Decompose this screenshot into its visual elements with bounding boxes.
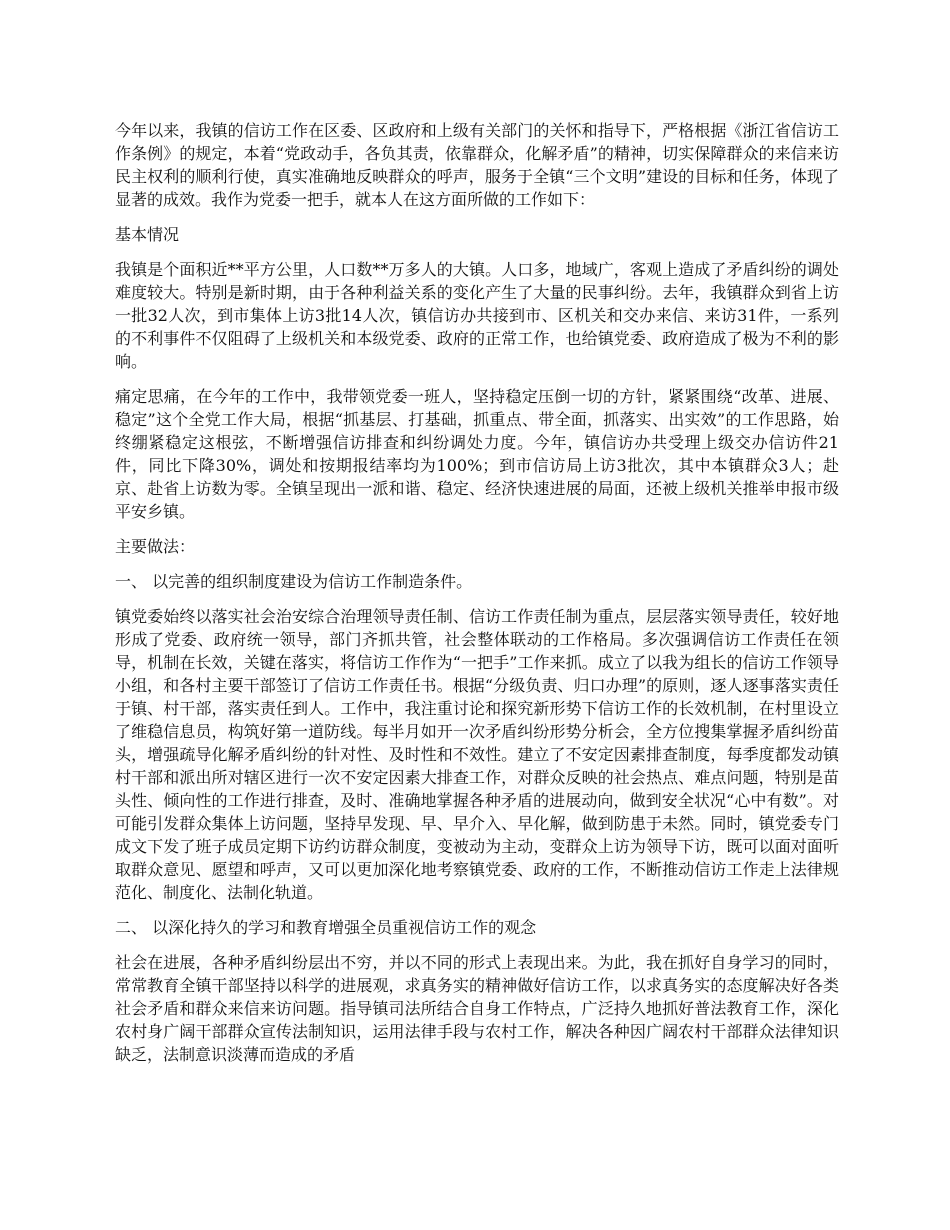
results-paragraph: 痛定思痛，在今年的工作中，我带领党委一班人，坚持稳定压倒一切的方针，紧紧围绕“改革、进展、稳定”这个全党工作大局，根据“抓基层、打基础，抓重点、带全面，抓落实、出实效”的工作思路，始终绷紧稳定这根弦，不断增强信访排查和纠纷调处力度。今年，镇信访办共受理上级交办信访件21件，同比下降30%，调处和按期报结率均为100%；到市信访局上访3批次，其中本镇群众3人；赴京、赴省上访数为零。全镇呈现出一派和谐、稳定、经济快速进展的局面，还被上级机关推举申报市级平安乡镇。 bbox=[115, 387, 839, 521]
document-page bbox=[115, 119, 839, 1078]
subsection-heading-1: 一、 以完善的组织制度建设为信访工作制造条件。 bbox=[115, 572, 473, 591]
basic-situation-paragraph: 我镇是个面积近**平方公里，人口数**万多人的大镇。人口多，地域广，客观上造成了矛盾纠纷的调处难度较大。特别是新时期，由于各种利益关系的变化产生了大量的民事纠纷。去年，我镇群众到省上访一批32人次，到市集体上访3批14人次，镇信访办共接到市、区机关和交办来信、来访31件，一系列的不利事件不仅阻碍了上级机关和本级党委、政府的正常工作，也给镇党委、政府造成了极为不利的影响。 bbox=[115, 260, 839, 371]
organization-paragraph: 镇党委始终以落实社会治安综合治理领导责任制、信访工作责任制为重点，层层落实领导责任，较好地形成了党委、政府统一领导，部门齐抓共管，社会整体联动的工作格局。多次强调信访工作责任在领导，机制在长效，关键在落实，将信访工作作为“一把手”工作来抓。成立了以我为组长的信访工作领导小组，和各村主要干部签订了信访工作责任书。根据“分级负责、归口办理”的原则，逐人逐事落实责任于镇、村干部，落实责任到人。工作中，我注重讨论和探究新形势下信访工作的长效机制，在村里设立了维稳信息员，构筑好第一道防线。每半月如开一次矛盾纠纷形势分析会，全方位搜集掌握矛盾纠纷苗头，增强疏导化解矛盾纠纷的针对性、及时性和不效性。建立了不安定因素排查制度，每季度都发动镇村干部和派出所对辖区进行一次不安定因素大排查工作，对群众反映的社会热点、难点问题，特别是苗头性、倾向性的工作进行排查，及时、准确地掌握各种矛盾的进展动向，做到安全状况“心中有数”。对可能引发群众集体上访问题，坚持早发现、早、早介入、早化解，做到防患于未然。同时，镇党委专门成文下发了班子成员定期下访约访群众制度，变被动为主动，变群众上访为领导下访，既可以面对面听取群众意见、愿望和呼声，又可以更加深化地考察镇党委、政府的工作，不断推动信访工作走上法律规范化、制度化、法制化轨道。 bbox=[115, 607, 839, 902]
intro-paragraph: 今年以来，我镇的信访工作在区委、区政府和上级有关部门的关怀和指导下，严格根据《浙江省信访工作条例》的规定，本着“党政动手，各负其责，依靠群众，化解矛盾”的精神，切实保障群众的来信来访民主权利的顺利行使，真实准确地反映群众的呼声，服务于全镇“三个文明”建设的目标和任务，体现了显著的成效。我作为党委一把手，就本人在这方面所做的工作如下： bbox=[115, 121, 839, 209]
education-paragraph: 社会在进展，各种矛盾纠纷层出不穷，并以不同的形式上表现出来。为此，我在抓好自身学习的同时，常常教育全镇干部坚持以科学的进展观，求真务实的精神做好信访工作，以求真务实的态度解决好各类社会矛盾和群众来信来访问题。指导镇司法所结合自身工作特点，广泛持久地抓好普法教育工作，深化农村身广阔干部群众宣传法制知识，运用法律手段与农村工作，解决各种因广阔农村干部群众法律知识缺乏，法制意识淡薄而造成的矛盾 bbox=[115, 953, 839, 1064]
subsection-heading-2: 二、 以深化持久的学习和教育增强全员重视信访工作的观念 bbox=[115, 918, 537, 937]
section-heading-basic-situation: 基本情况 bbox=[115, 225, 180, 244]
section-heading-main-methods: 主要做法： bbox=[115, 537, 196, 556]
